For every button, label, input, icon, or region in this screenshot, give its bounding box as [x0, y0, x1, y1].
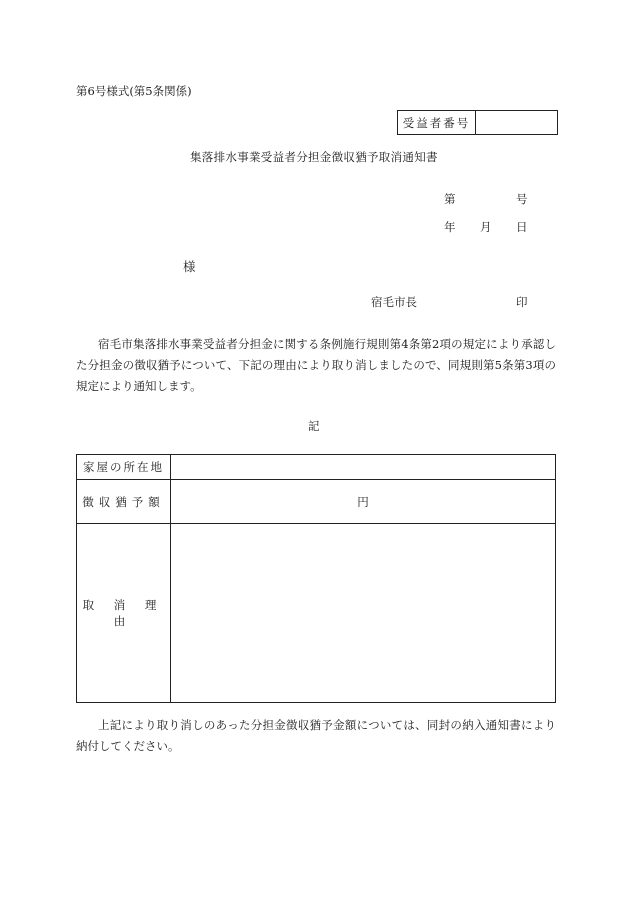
- address-label: 家屋の所在地: [77, 455, 171, 480]
- amount-field[interactable]: [171, 480, 556, 524]
- doc-number-suffix: 号: [516, 192, 528, 206]
- date-year: 年: [444, 220, 456, 234]
- table-row: [77, 480, 556, 524]
- details-table: [76, 454, 556, 703]
- yen-unit: 円: [357, 494, 369, 509]
- document-title: 集落排水事業受益者分担金徴収猶予取消通知書: [190, 150, 438, 164]
- doc-number-prefix: 第: [444, 192, 456, 206]
- ki-heading: 記: [308, 419, 320, 433]
- table-row: [77, 524, 556, 703]
- amount-label: 徴収猶予額: [77, 480, 171, 524]
- addressee-suffix: 様: [183, 259, 196, 274]
- issuer-name: 宿毛市長: [371, 295, 417, 309]
- reason-label: 取 消 理 由: [77, 524, 171, 703]
- seal-mark: 印: [516, 295, 528, 309]
- body-paragraph: 宿毛市集落排水事業受益者分担金に関する条例施行規則第4条第2項の規定により承認した分担金の徴収猶予について、下記の理由により取り消しましたので、同規則第5条第3項の規定により通知します。: [76, 337, 556, 393]
- form-number: 第6号様式(第5条関係): [76, 84, 192, 98]
- date-day: 日: [516, 220, 528, 234]
- reason-field[interactable]: [171, 524, 556, 703]
- recipient-number-box: [397, 110, 558, 135]
- recipient-number-field[interactable]: [476, 111, 557, 134]
- table-row: [77, 455, 556, 480]
- recipient-number-label: 受益者番号: [398, 111, 476, 134]
- date-month: 月: [480, 220, 492, 234]
- address-field[interactable]: [171, 455, 556, 480]
- footer-paragraph: 上記により取り消しのあった分担金徴収猶予金額については、同封の納入通知書により納付してください。: [76, 718, 556, 753]
